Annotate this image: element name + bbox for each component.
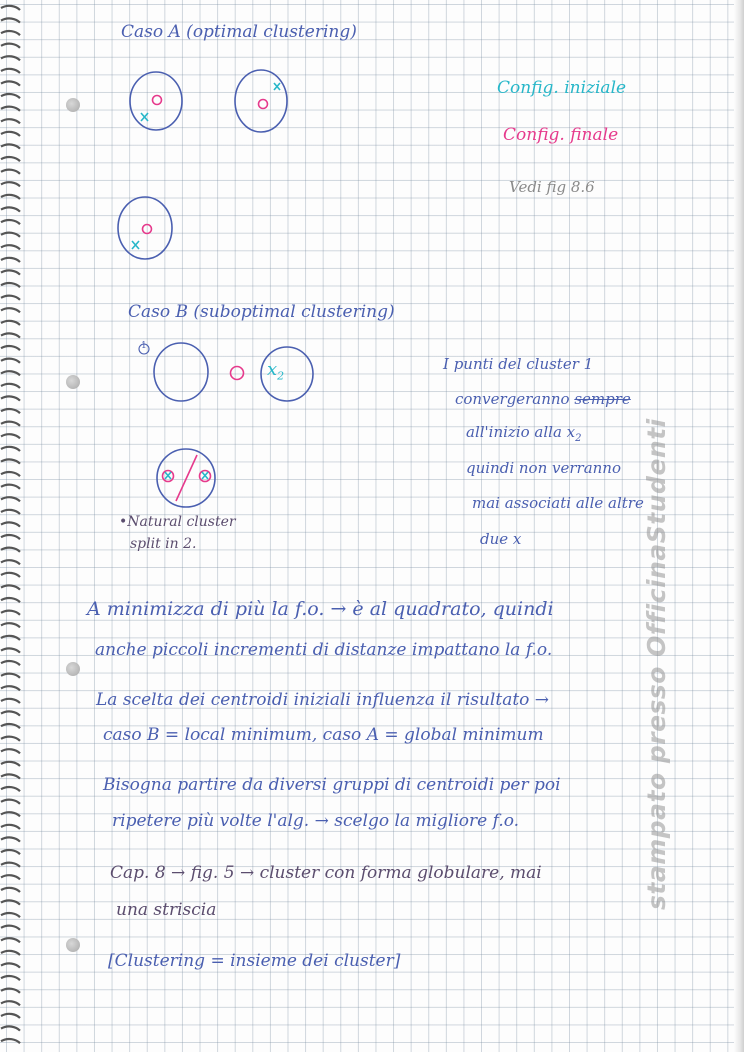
initial-centroid-x bbox=[202, 472, 208, 479]
paragraph-line: una striscia bbox=[116, 900, 217, 920]
paragraph-line: anche piccoli incrementi di distanze impattano la f.o. bbox=[95, 640, 553, 660]
natural-cluster-note: split in 2. bbox=[130, 536, 197, 552]
x2-label: $x_2$ bbox=[267, 359, 285, 383]
legend-final-config: Config. finale bbox=[503, 125, 619, 145]
final-centroid bbox=[231, 367, 244, 380]
natural-cluster-note: •Natural cluster bbox=[119, 514, 236, 530]
paragraph-line: ripetere più volte l'alg. → scelgo la migliore f.o. bbox=[112, 811, 520, 831]
paragraph-line: Bisogna partire da diversi gruppi di centroidi per poi bbox=[103, 775, 561, 795]
split-line bbox=[176, 455, 197, 501]
final-centroid bbox=[143, 225, 152, 234]
cluster-circle bbox=[154, 343, 208, 401]
cluster-circle bbox=[235, 70, 287, 132]
note-line: mai associati alle altre bbox=[472, 494, 644, 512]
clustering-definition: [Clustering = insieme dei cluster] bbox=[108, 951, 401, 971]
cluster-number-label: 1 bbox=[141, 341, 147, 351]
initial-centroid-x bbox=[274, 83, 280, 90]
paragraph-line: La scelta dei centroidi iniziali influenza il risultato → bbox=[96, 690, 550, 710]
case-b-heading: Caso B (suboptimal clustering) bbox=[128, 302, 395, 322]
cluster-circle bbox=[130, 72, 182, 130]
paragraph-line: caso B = local minimum, caso A = global minimum bbox=[103, 725, 544, 745]
see-figure-note: Vedi fig 8.6 bbox=[509, 178, 595, 196]
final-centroid bbox=[259, 100, 268, 109]
final-centroid bbox=[153, 96, 162, 105]
note-line: I punti del cluster 1 bbox=[443, 355, 594, 373]
note-line: convergeranno sempre bbox=[455, 390, 631, 408]
legend-initial-config: Config. iniziale bbox=[497, 78, 627, 98]
case-a-heading: Caso A (optimal clustering) bbox=[121, 22, 357, 42]
note-line: quindi non verranno bbox=[466, 459, 621, 477]
note-line: due x bbox=[480, 530, 522, 548]
initial-centroid-x bbox=[132, 241, 139, 249]
cluster-circle bbox=[118, 197, 172, 259]
paragraph-line: Cap. 8 → fig. 5 → cluster con forma globulare, mai bbox=[110, 863, 542, 883]
watermark: stampato presso OfficinaStudenti bbox=[642, 418, 671, 910]
paragraph-line: A minimizza di più la f.o. → è al quadrato, quindi bbox=[87, 598, 554, 620]
initial-centroid-x bbox=[141, 113, 148, 121]
initial-centroid-x bbox=[165, 472, 171, 479]
note-line: all'inizio alla $x_2$ bbox=[466, 423, 582, 444]
